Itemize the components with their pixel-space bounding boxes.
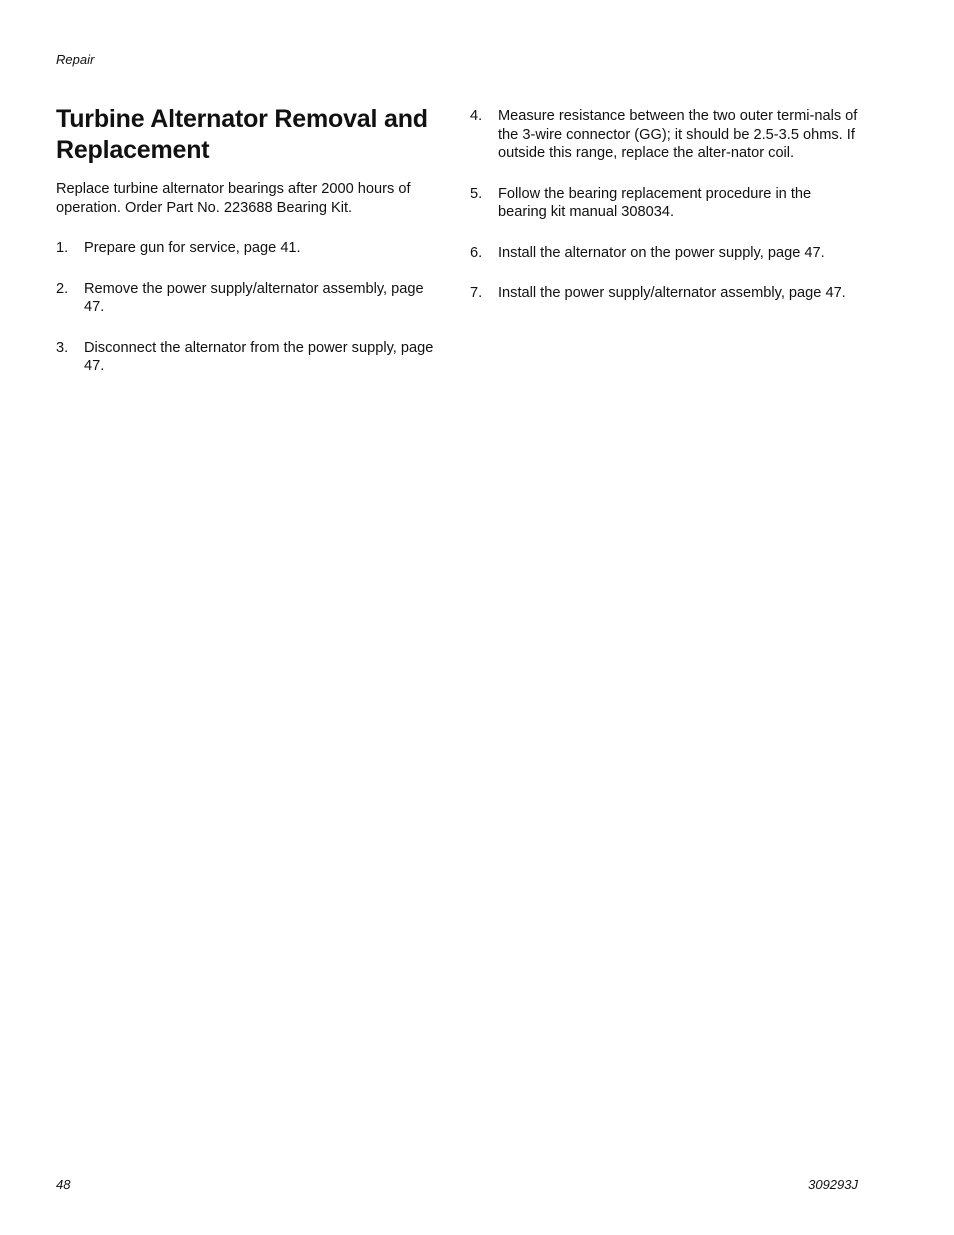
steps-list-left <box>56 239 442 376</box>
document-number: 309293J <box>808 1177 858 1192</box>
list-item <box>56 339 442 376</box>
left-column <box>56 104 442 398</box>
list-item <box>56 280 442 317</box>
step-text: Remove the power supply/alternator assembly, page 47. <box>84 280 424 315</box>
step-text: Install the power supply/alternator assembly, page 47. <box>498 285 846 301</box>
list-item <box>470 244 862 263</box>
step-text: Install the alternator on the power supply, page 47. <box>498 244 825 261</box>
step-number: 4. <box>470 108 483 124</box>
steps-list-right <box>470 107 862 303</box>
step-number: 6. <box>470 244 483 261</box>
step-number: 7. <box>470 285 483 301</box>
step-number: 5. <box>470 185 483 202</box>
list-item <box>56 239 442 258</box>
step-number: 3. <box>56 339 69 356</box>
list-item <box>470 107 862 163</box>
step-text: Disconnect the alternator from the power supply, page 47. <box>84 339 434 374</box>
step-number: 1. <box>56 240 69 256</box>
page-title: Turbine Alternator Removal and Replacement <box>56 105 428 164</box>
step-text: Prepare gun for service, page 41. <box>84 240 301 256</box>
running-header: Repair <box>56 52 95 67</box>
step-text: Measure resistance between the two outer termi-nals of the 3-wire connector (GG); it should be 2.5-3.5 ohms. If outside this range, replace the alter-nator coil. <box>498 108 858 161</box>
list-item <box>470 284 862 303</box>
step-number: 2. <box>56 280 69 297</box>
intro-paragraph: Replace turbine alternator bearings after 2000 hours of operation. Order Part No. 223688 Bearing Kit. <box>56 181 411 216</box>
step-text: Follow the bearing replacement procedure in the bearing kit manual 308034. <box>498 185 812 220</box>
list-item <box>470 185 862 222</box>
page-number: 48 <box>56 1177 71 1192</box>
right-column <box>470 107 862 325</box>
